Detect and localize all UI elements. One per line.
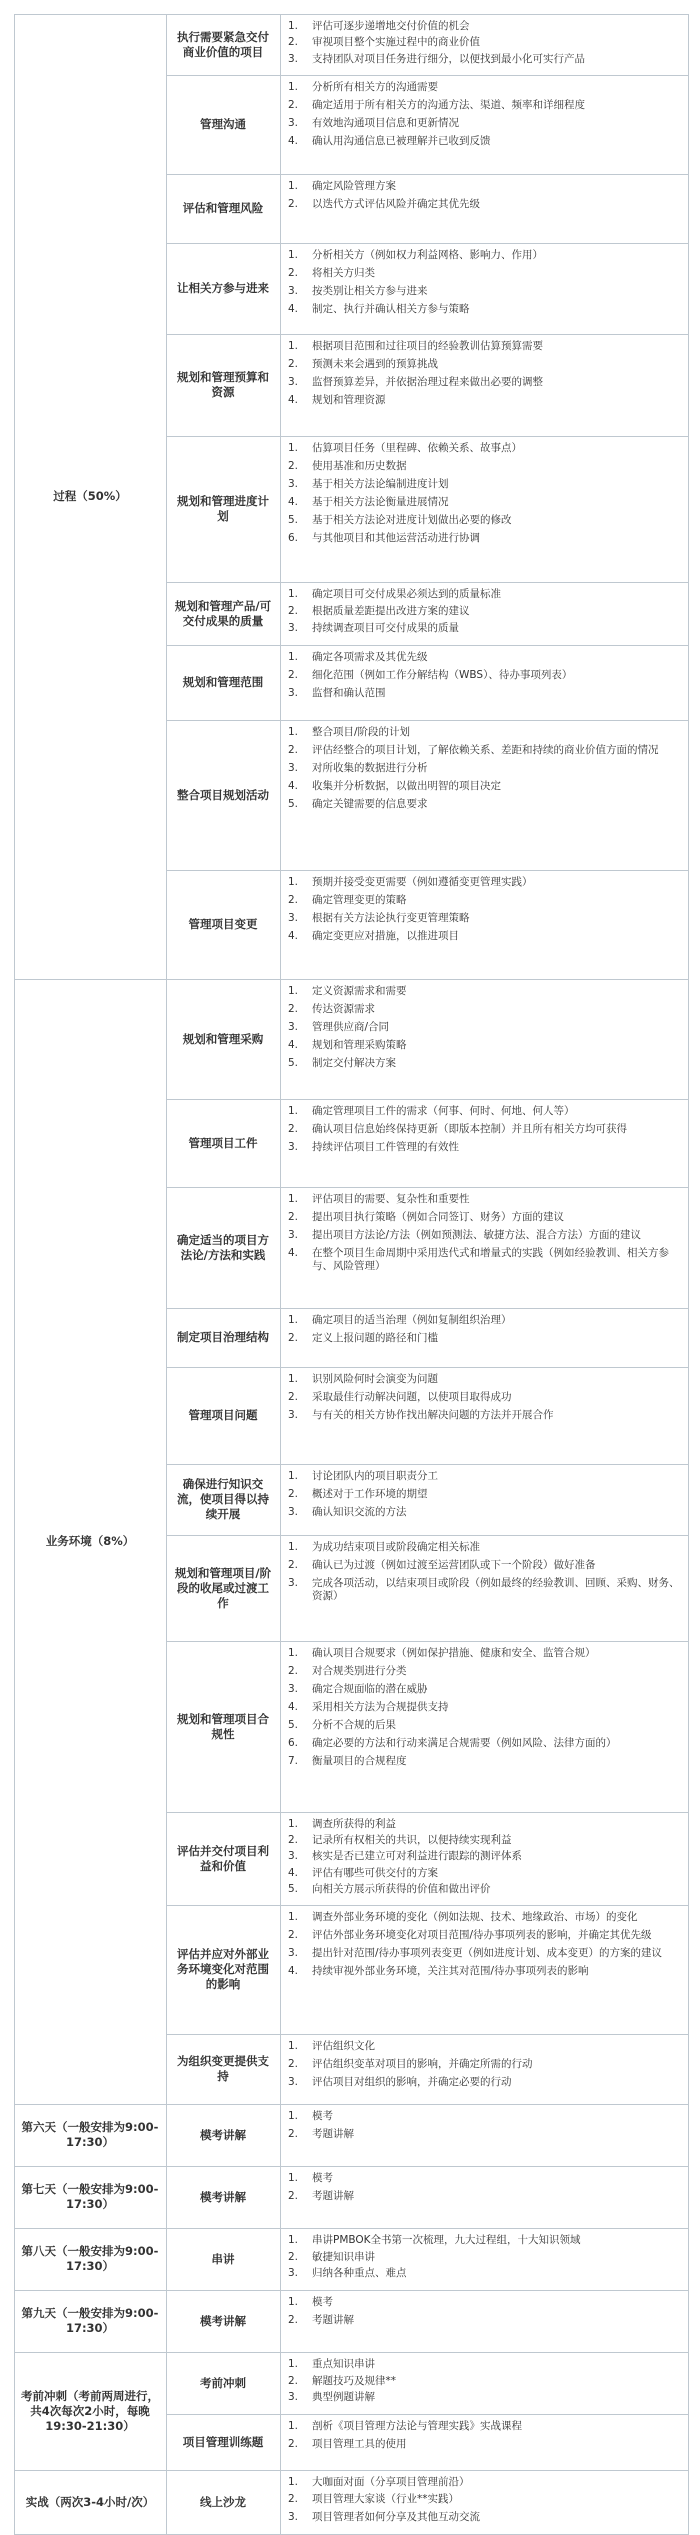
item-text: 预期并接受变更需要（例如遵循变更管理实践）: [312, 876, 533, 888]
item-text: 确认知识交流的方法: [312, 1506, 407, 1518]
topic-title: 制定项目治理结构: [177, 1330, 269, 1344]
item-number: 2.: [288, 1391, 299, 1403]
item-number: 2.: [288, 2058, 299, 2070]
item-text: 记录所有权相关的共识，以便持续实现利益: [312, 1834, 512, 1847]
item-number: 2.: [288, 267, 299, 279]
item-number: 7.: [288, 1755, 299, 1767]
item-number: 2.: [288, 2374, 299, 2387]
item-number: 3.: [288, 1506, 299, 1518]
topic-title: 模考讲解: [200, 2127, 246, 2142]
item-text: 提出项目方法论/方法（例如预测法、敏捷方法、混合方法）方面的建议: [312, 1229, 642, 1241]
item-number: 4.: [288, 394, 299, 406]
topic-title: 为组织变更提供支持: [177, 2054, 269, 2083]
item-number: 1.: [288, 1193, 299, 1205]
item-number: 3.: [288, 117, 299, 129]
item-text: 确定适用于所有相关方的沟通方法、渠道、频率和详细程度: [312, 99, 585, 111]
item-text: 考题讲解: [312, 2190, 354, 2202]
item-text: 基于相关方法论对进度计划做出必要的修改: [312, 514, 512, 526]
topic-title: 模考讲解: [200, 2313, 246, 2328]
item-text: 按类别让相关方参与进来: [312, 285, 428, 297]
item-number: 1.: [288, 726, 299, 738]
item-text: 重点知识串讲: [312, 2358, 375, 2370]
item-number: 4.: [288, 496, 299, 508]
item-text: 估算项目任务（里程碑、依赖关系、故事点）: [312, 442, 522, 454]
item-number: 4.: [288, 780, 299, 792]
item-text: 项目管理者如何分享及其他互动交流: [312, 2510, 480, 2523]
item-text: 将相关方归类: [312, 267, 375, 279]
item-text: 持续调查项目可交付成果的质量: [312, 622, 459, 634]
item-number: 3.: [288, 912, 299, 924]
item-text: 审视项目整个实施过程中的商业价值: [312, 36, 480, 49]
item-number: 3.: [288, 478, 299, 490]
item-number: 3.: [288, 52, 299, 65]
item-text: 核实是否已建立可对利益进行跟踪的测评体系: [312, 1850, 522, 1863]
item-number: 2.: [288, 894, 299, 906]
item-number: 3.: [288, 1229, 299, 1241]
item-text: 归纳各种重点、难点: [312, 2267, 407, 2280]
item-text: 概述对于工作环境的期望: [312, 1488, 428, 1500]
item-text: 评估外部业务环境变化对项目范围/待办事项列表的影响，并确定其优先级: [312, 1929, 652, 1941]
item-number: 6.: [288, 1737, 299, 1749]
item-text: 支持团队对项目任务进行细分，以便找到最小化可实行产品: [312, 52, 585, 65]
item-text: 基于相关方法论编制进度计划: [312, 478, 449, 490]
item-number: 1.: [288, 442, 299, 454]
item-text: 确定各项需求及其优先级: [312, 651, 428, 663]
item-text: 有效地沟通项目信息和更新情况: [312, 117, 459, 129]
item-text: 预测未来会遇到的预算挑战: [312, 358, 438, 370]
topic-title: 规划和管理产品/可交付成果的质量: [174, 598, 272, 628]
item-number: 1.: [288, 249, 299, 261]
item-text: 持续审视外部业务环境，关注其对范围/待办事项列表的影响: [312, 1965, 589, 1977]
item-number: 1.: [288, 81, 299, 93]
item-text: 与其他项目和其他运营活动进行协调: [312, 532, 480, 544]
item-number: 3.: [288, 2510, 299, 2523]
item-text: 典型例题讲解: [312, 2391, 375, 2404]
item-number: 3.: [288, 1409, 299, 1421]
topic-title: 整合项目规划活动: [177, 787, 269, 802]
item-number: 3.: [288, 1577, 299, 1589]
item-text: 确定管理变更的策略: [312, 894, 407, 906]
item-number: 3.: [288, 285, 299, 297]
item-text: 识别风险何时会演变为问题: [312, 1373, 438, 1385]
item-text: 确认用沟通信息已被理解并已收到反馈: [312, 135, 491, 147]
item-text: 分析不合规的后果: [312, 1719, 396, 1731]
item-text: 确定变更应对措施，以推进项目: [312, 930, 459, 942]
item-text: 项目管理大家谈（行业**实践）: [312, 2493, 459, 2506]
item-text: 评估有哪些可供交付的方案: [312, 1866, 438, 1879]
item-text: 串讲PMBOK全书第一次梳理，九大过程组，十大知识领域: [312, 2234, 581, 2246]
item-text: 制定交付解决方案: [312, 1057, 396, 1069]
item-number: 3.: [288, 2076, 299, 2088]
item-number: 1.: [288, 876, 299, 888]
item-number: 3.: [288, 1683, 299, 1695]
item-number: 2.: [288, 36, 299, 49]
item-text: 采取最佳行动解决问题，以使项目取得成功: [312, 1391, 512, 1403]
item-text: 评估项目对组织的影响，并确定必要的行动: [312, 2076, 512, 2088]
item-text: 对合规类别进行分类: [312, 1665, 407, 1677]
item-number: 4.: [288, 303, 299, 315]
item-number: 2.: [288, 2128, 299, 2140]
day-label: 第六天（一般安排为9:00-17:30）: [21, 2120, 159, 2149]
item-text: 使用基准和历史数据: [312, 460, 407, 472]
item-text: 模考: [312, 2296, 333, 2308]
item-number: 1.: [288, 588, 299, 600]
item-number: 2.: [288, 1665, 299, 1677]
item-text: 分析相关方（例如权力利益网格、影响力、作用）: [312, 249, 543, 261]
item-text: 分析所有相关方的沟通需要: [312, 81, 438, 93]
item-number: 1.: [288, 1314, 299, 1326]
topic-title: 确保进行知识交流，使项目得以持续开展: [177, 1477, 269, 1521]
item-text: 规划和管理资源: [312, 394, 386, 406]
item-number: 1.: [288, 985, 299, 997]
item-number: 1.: [288, 20, 299, 32]
topic-title: 线上沙龙: [200, 2494, 246, 2509]
item-text: 细化范围（例如工作分解结构（WBS）、待办事项列表）: [312, 669, 573, 681]
item-text: 衡量项目的合规程度: [312, 1755, 407, 1767]
item-number: 1.: [288, 2358, 299, 2370]
item-text: 评估组织文化: [312, 2040, 375, 2052]
item-text: 定义资源需求和需要: [312, 985, 407, 997]
item-number: 1.: [288, 180, 299, 192]
item-text: 根据项目范围和过往项目的经验教训估算预算需要: [312, 340, 543, 352]
item-text: 敏捷知识串讲: [312, 2250, 375, 2263]
item-text: 确定风险管理方案: [312, 180, 396, 192]
topic-title: 模考讲解: [200, 2189, 246, 2204]
item-number: 2.: [288, 1211, 299, 1223]
item-number: 2.: [288, 669, 299, 681]
item-number: 1.: [288, 2420, 299, 2432]
item-number: 2.: [288, 460, 299, 472]
item-number: 4.: [288, 1039, 299, 1051]
item-number: 1.: [288, 651, 299, 663]
item-number: 4.: [288, 1701, 299, 1713]
item-text: 调查所获得的利益: [312, 1818, 396, 1830]
day-label: 第八天（一般安排为9:00-17:30）: [21, 2244, 159, 2273]
items-cell: [280, 436, 689, 583]
practice-label: 实战（两次3-4小时/次）: [25, 2494, 155, 2509]
topic-title: 项目管理训练题: [182, 2434, 264, 2449]
item-number: 2.: [288, 2190, 299, 2202]
item-number: 2.: [288, 198, 299, 210]
topic-title: 考前冲刺: [200, 2375, 246, 2390]
item-number: 1.: [288, 2296, 299, 2308]
item-text: 完成各项活动，以结束项目或阶段（例如最终的经验教训、回顾、采购、财务、资源）: [312, 1577, 680, 1602]
item-text: 与有关的相关方协作找出解决问题的方法并开展合作: [312, 1409, 554, 1421]
item-text: 调查外部业务环境的变化（例如法规、技术、地缘政治、市场）的变化: [312, 1911, 638, 1923]
item-number: 2.: [288, 1834, 299, 1847]
item-number: 2.: [288, 1003, 299, 1015]
category-label-business: 业务环境（8%）: [45, 1534, 135, 1548]
item-number: 1.: [288, 2110, 299, 2122]
item-number: 1.: [288, 340, 299, 352]
item-text: 剖析《项目管理方法论与管理实践》实战课程: [312, 2420, 522, 2432]
sprint-label: 考前冲刺（考前两周进行，共4次每次2小时，每晚19:30-21:30）: [21, 2388, 159, 2433]
item-text: 确定关键需要的信息要求: [312, 798, 428, 810]
item-text: 采用相关方法为合规提供支持: [312, 1701, 449, 1713]
topic-title: 评估并交付项目利益和价值: [177, 1843, 269, 1873]
item-number: 2.: [288, 1488, 299, 1500]
topic-title: 评估和管理风险: [182, 201, 264, 215]
item-text: 模考: [312, 2110, 333, 2122]
item-number: 3.: [288, 376, 299, 388]
item-number: 1.: [288, 1818, 299, 1830]
item-number: 5.: [288, 514, 299, 526]
topic-title: 串讲: [211, 2251, 235, 2266]
item-number: 3.: [288, 762, 299, 774]
item-number: 2.: [288, 1929, 299, 1941]
item-text: 讨论团队内的项目职责分工: [312, 1470, 438, 1482]
item-text: 评估组织变革对项目的影响，并确定所需的行动: [312, 2058, 533, 2070]
item-text: 确认项目合规要求（例如保护措施、健康和安全、监管合规）: [312, 1647, 596, 1659]
topic-title: 规划和管理项目/阶段的收尾或过渡工作: [174, 1565, 272, 1610]
item-number: 1.: [288, 1541, 299, 1553]
topic-title: 管理项目问题: [188, 1408, 258, 1422]
item-text: 确定必要的方法和行动来满足合规需要（例如风险、法律方面的）: [312, 1737, 617, 1749]
item-number: 1.: [288, 2040, 299, 2052]
item-number: 5.: [288, 798, 299, 810]
topic-title: 管理沟通: [200, 117, 246, 131]
topic-title: 评估并应对外部业务环境变化对范围的影响: [177, 1947, 269, 1991]
item-number: 1.: [288, 1373, 299, 1385]
items-cell: [280, 720, 689, 871]
item-text: 在整个项目生命周期中采用迭代式和增量式的实践（例如经验教训、相关方参与、风险管理）: [312, 1247, 669, 1272]
day-label: 第九天（一般安排为9:00-17:30）: [21, 2306, 159, 2335]
topic-title: 规划和管理项目合规性: [177, 1711, 269, 1741]
topic-title: 确定适当的项目方法论/方法和实践: [177, 1232, 269, 1262]
item-number: 1.: [288, 1911, 299, 1923]
item-number: 3.: [288, 2391, 299, 2404]
item-number: 2.: [288, 2493, 299, 2506]
category-label-process: 过程（50%）: [53, 489, 127, 503]
item-text: 考题讲解: [312, 2128, 354, 2140]
item-text: 持续评估项目工件管理的有效性: [312, 1141, 459, 1153]
item-text: 提出针对范围/待办事项列表变更（例如进度计划、成本变更）的方案的建议: [312, 1947, 663, 1959]
item-number: 2.: [288, 1332, 299, 1344]
item-text: 评估可逐步递增地交付价值的机会: [312, 20, 470, 32]
item-number: 2.: [288, 2314, 299, 2326]
item-number: 1.: [288, 1647, 299, 1659]
topic-title: 规划和管理预算和资源: [177, 370, 269, 399]
item-number: 4.: [288, 1866, 299, 1879]
topic-title: 管理项目变更: [188, 917, 258, 931]
item-text: 确认项目信息始终保持更新（即版本控制）并且所有相关方均可获得: [312, 1123, 627, 1135]
item-number: 2.: [288, 2438, 299, 2450]
item-text: 确定项目可交付成果必须达到的质量标准: [312, 588, 501, 600]
item-number: 2.: [288, 1123, 299, 1135]
item-text: 定义上报问题的路径和门槛: [312, 1332, 438, 1344]
item-text: 考题讲解: [312, 2314, 354, 2326]
item-text: 解题技巧及规律**: [312, 2374, 396, 2387]
item-text: 大咖面对面（分享项目管理前沿）: [312, 2476, 470, 2488]
item-number: 5.: [288, 1719, 299, 1731]
item-number: 2.: [288, 99, 299, 111]
item-text: 根据有关方法论执行变更管理策略: [312, 912, 470, 924]
item-number: 3.: [288, 2267, 299, 2280]
topic-title: 规划和管理采购: [182, 1031, 264, 1046]
item-number: 1.: [288, 2476, 299, 2488]
item-text: 以迭代方式评估风险并确定其优先级: [312, 198, 480, 210]
item-text: 评估项目的需要、复杂性和重要性: [312, 1193, 470, 1205]
item-text: 评估经整合的项目计划，了解依赖关系、差距和持续的商业价值方面的情况: [312, 744, 659, 756]
item-text: 模考: [312, 2172, 333, 2184]
topic-title: 规划和管理进度计划: [177, 494, 269, 523]
item-text: 制定、执行并确认相关方参与策略: [312, 303, 470, 315]
item-number: 2.: [288, 605, 299, 617]
item-number: 1.: [288, 1470, 299, 1482]
item-text: 规划和管理采购策略: [312, 1039, 407, 1051]
topic-title: 让相关方参与进来: [177, 281, 269, 295]
item-text: 收集并分析数据，以做出明智的项目决定: [312, 780, 501, 792]
item-text: 传达资源需求: [312, 1003, 375, 1015]
item-number: 5.: [288, 1057, 299, 1069]
item-number: 5.: [288, 1882, 299, 1895]
topic-title: 管理项目工件: [188, 1135, 258, 1150]
topic-title: 执行需要紧急交付商业价值的项目: [177, 29, 269, 59]
item-text: 监督和确认范围: [312, 687, 386, 699]
item-text: 管理供应商/合同: [312, 1021, 390, 1033]
item-number: 4.: [288, 135, 299, 147]
item-number: 3.: [288, 1021, 299, 1033]
item-number: 2.: [288, 744, 299, 756]
item-number: 3.: [288, 687, 299, 699]
item-number: 1.: [288, 1105, 299, 1117]
item-number: 4.: [288, 1965, 299, 1977]
item-text: 项目管理工具的使用: [312, 2438, 407, 2450]
day-label: 第七天（一般安排为9:00-17:30）: [21, 2182, 159, 2211]
item-text: 确定合规面临的潜在威胁: [312, 1683, 428, 1695]
item-text: 提出项目执行策略（例如合同签订、财务）方面的建议: [312, 1211, 564, 1223]
item-text: 向相关方展示所获得的价值和做出评价: [312, 1882, 491, 1895]
item-number: 2.: [288, 358, 299, 370]
topic-title: 规划和管理范围: [182, 675, 264, 689]
item-number: 2.: [288, 1559, 299, 1571]
item-number: 6.: [288, 532, 299, 544]
item-text: 确定管理项目工件的需求（何事、何时、何地、何人等）: [312, 1105, 575, 1117]
item-number: 1.: [288, 2172, 299, 2184]
item-text: 根据质量差距提出改进方案的建议: [312, 605, 470, 617]
item-text: 对所收集的数据进行分析: [312, 762, 428, 774]
item-text: 确定项目的适当治理（例如复制组织治理）: [312, 1314, 512, 1326]
item-text: 监督预算差异，并依据治理过程来做出必要的调整: [312, 376, 543, 388]
item-number: 3.: [288, 1947, 299, 1959]
item-number: 3.: [288, 1141, 299, 1153]
item-number: 3.: [288, 622, 299, 634]
item-number: 4.: [288, 930, 299, 942]
item-number: 1.: [288, 2234, 299, 2246]
item-number: 2.: [288, 2250, 299, 2263]
item-text: 整合项目/阶段的计划: [312, 726, 411, 738]
item-text: 确认已为过渡（例如过渡至运营团队或下一个阶段）做好准备: [312, 1559, 596, 1571]
item-text: 基于相关方法论衡量进展情况: [312, 496, 449, 508]
item-number: 3.: [288, 1850, 299, 1863]
item-text: 为成功结束项目或阶段确定相关标准: [312, 1541, 480, 1553]
item-number: 4.: [288, 1247, 299, 1259]
